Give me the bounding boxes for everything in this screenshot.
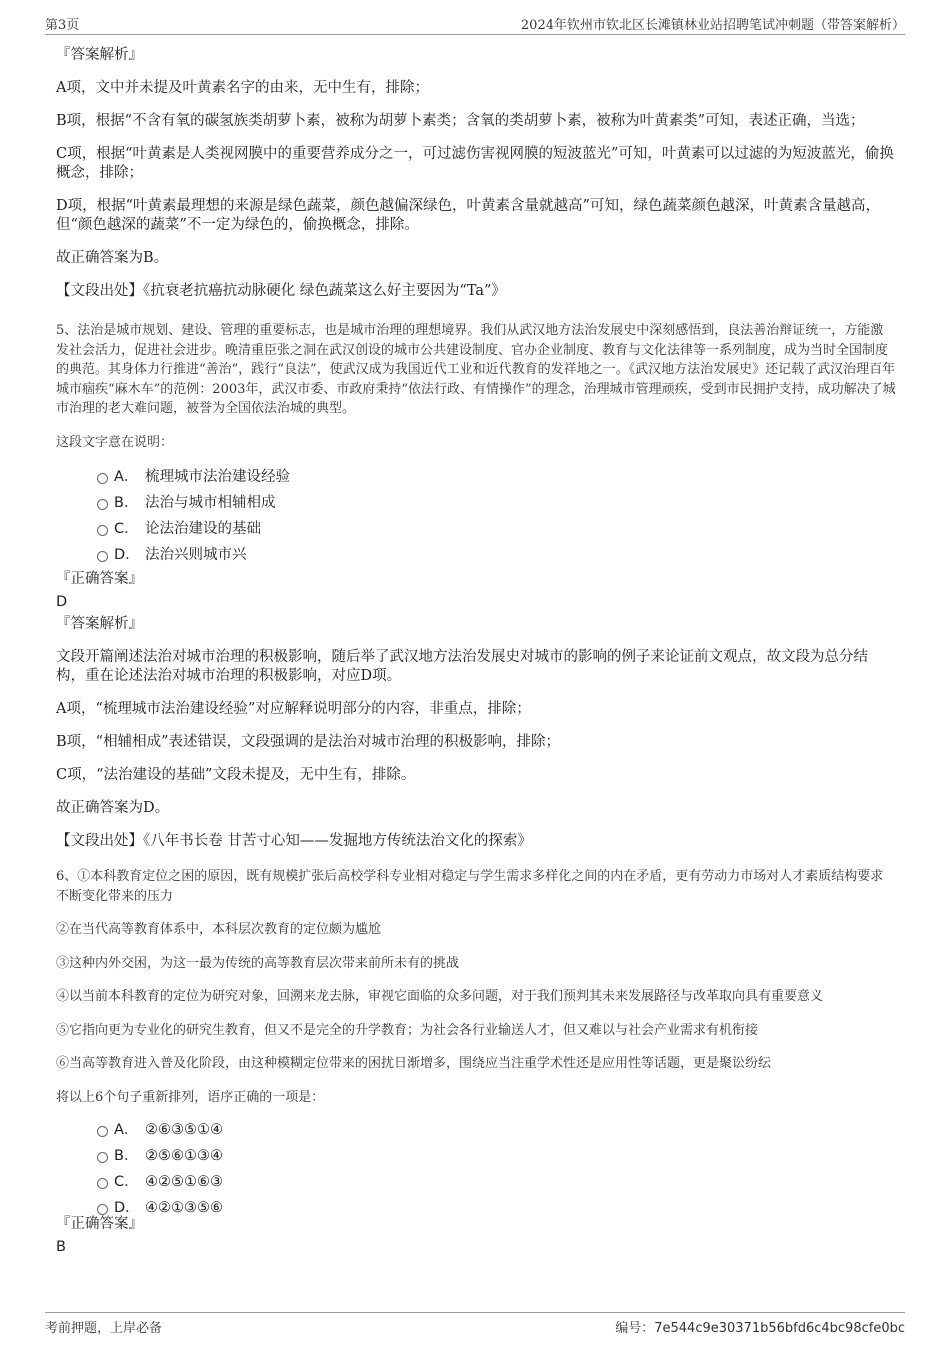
question-6-options	[56, 1117, 896, 1221]
option-text: 法治与城市相辅相成	[145, 495, 276, 511]
serial-label: 编号：	[615, 1321, 655, 1336]
document-serial	[615, 1317, 905, 1336]
option-text: 梳理城市法治建设经验	[145, 469, 290, 485]
analysis-paragraph: C项，根据“叶黄素是人类视网膜中的重要营养成分之一，可过滤伤害视网膜的短波蓝光”可知，叶黄素可以过滤的为短波蓝光，偷换概念，排除；	[56, 146, 894, 181]
option-letter: D．	[114, 547, 140, 563]
source-citation: 【文段出处】《八年书长卷 甘苦寸心知——发掘地方传统法治文化的探索》	[56, 833, 532, 849]
option-text: ④②①③⑤⑥	[145, 1200, 223, 1216]
option-b[interactable]	[56, 490, 896, 516]
footer-slogan: 考前押题，上岸必备	[45, 1321, 163, 1336]
option-b[interactable]	[56, 1143, 896, 1169]
option-letter: D．	[114, 1200, 140, 1216]
answer-label: 『正确答案』	[56, 1216, 143, 1232]
radio-button-icon[interactable]	[97, 499, 108, 510]
serial-number: 7e544c9e30371b56bfd6c4bc98cfe0bc	[654, 1321, 905, 1336]
question-5-prompt: 这段文字意在说明：	[56, 434, 174, 450]
option-text: ②⑤⑥①③④	[145, 1148, 223, 1164]
correct-answer: B	[56, 1239, 66, 1255]
question-5-options	[56, 464, 896, 568]
source-citation: 【文段出处】《抗衰老抗癌抗动脉硬化 绿色蔬菜这么好主要因为“Ta”》	[56, 283, 506, 299]
option-text: 法治兴则城市兴	[145, 547, 247, 563]
option-d[interactable]	[56, 1195, 896, 1221]
analysis-paragraph: 文段开篇阐述法治对城市治理的积极影响，随后举了武汉地方法治发展史对城市的影响的例子来论证前文观点，故文段为总分结构，重在论述法治对城市治理的积极影响，对应D项。	[56, 649, 868, 684]
question-5-stem: 5、法治是城市规划、建设、管理的重要标志，也是城市治理的理想境界。我们从武汉地方法治发展史中深刻感悟到，良法善治辩证统一，方能激发社会活力，促进社会进步。晚清重臣张之洞在武汉创设的城市公共建设制度、官办企业制度、教育与文化法律等一系列制度，成为当时全国制度的典范。其身体力行推进“善治”，践行“良法”，使武汉成为我国近代工业和近代教育的发祥地之一。《武汉地方法治发展史》还记载了武汉治理百年城市痼疾“麻木车”的范例：2003年，武汉市委、市政府秉持“依法行政、有情操作”的理念，治理城市管理顽疾，受到市民拥护支持，成功解决了城市治理的老大难问题，被誉为全国依法治城的典型。	[56, 323, 896, 416]
option-letter: A．	[114, 1122, 139, 1138]
option-letter: B．	[114, 495, 139, 511]
analysis-paragraph: B项，根据“不含有氧的碳氢族类胡萝卜素，被称为胡萝卜素类；含氧的类胡萝卜素，被称为叶黄素类”可知，表述正确，当选；	[56, 113, 865, 129]
option-letter: C．	[114, 1174, 139, 1190]
question-6-sentence: ②在当代高等教育体系中，本科层次教育的定位颇为尴尬	[56, 922, 382, 937]
analysis-paragraph: A项，“梳理城市法治建设经验”对应解释说明部分的内容，非重点，排除；	[56, 701, 531, 717]
option-a[interactable]	[56, 464, 896, 490]
option-text: ④②⑤①⑥③	[145, 1174, 223, 1190]
q5-answer-section	[56, 570, 896, 851]
analysis-paragraph: A项，文中并未提及叶黄素名字的由来，无中生有，排除；	[56, 80, 429, 96]
question-6-sentence: ④以当前本科教育的定位为研究对象，回溯来龙去脉，审视它面临的众多问题，对于我们预判其未来发展路径与改革取向具有重要意义	[56, 989, 824, 1004]
question-6-sentence: ⑥当高等教育进入普及化阶段，由这种模糊定位带来的困扰日渐增多，围绕应当注重学术性还是应用性等话题，更是聚讼纷纭	[56, 1056, 772, 1071]
page-footer	[45, 1312, 905, 1341]
analysis-paragraph: D项，根据“叶黄素最理想的来源是绿色蔬菜，颜色越偏深绿色，叶黄素含量就越高”可知，绿色蔬菜颜色越深，叶黄素含量越高，但“颜色越深的蔬菜”不一定为绿色的，偷换概念，排除。	[56, 198, 880, 233]
page-number: 第3页	[45, 18, 80, 33]
radio-button-icon[interactable]	[97, 1178, 108, 1189]
radio-button-icon[interactable]	[97, 525, 108, 536]
q4-analysis-section	[56, 46, 896, 301]
question-6-sentence: 6、①本科教育定位之困的原因，既有规模扩张后高校学科专业相对稳定与学生需求多样化之间的内在矛盾，更有劳动力市场对人才素质结构要求不断变化带来的压力	[56, 869, 884, 904]
option-a[interactable]	[56, 1117, 896, 1143]
option-letter: B．	[114, 1148, 139, 1164]
option-c[interactable]	[56, 1169, 896, 1195]
option-text: ②⑥③⑤①④	[145, 1122, 223, 1138]
radio-button-icon[interactable]	[97, 1126, 108, 1137]
radio-button-icon[interactable]	[97, 473, 108, 484]
option-letter: C．	[114, 521, 139, 537]
question-6-sentence: ③这种内外交困，为这一最为传统的高等教育层次带来前所未有的挑战	[56, 955, 460, 971]
option-text: 论法治建设的基础	[145, 521, 261, 537]
radio-button-icon[interactable]	[97, 551, 108, 562]
question-6-sentence: ⑤它指向更为专业化的研究生教育，但又不是完全的升学教育；为社会各行业输送人才，但又难以与社会产业需求有机衔接	[56, 1022, 759, 1038]
option-letter: A．	[114, 469, 139, 485]
answer-label: 『正确答案』	[56, 571, 143, 587]
page-header	[45, 10, 905, 35]
radio-button-icon[interactable]	[97, 1152, 108, 1163]
option-c[interactable]	[56, 516, 896, 542]
analysis-label: 『答案解析』	[56, 616, 143, 632]
q6-answer-section	[56, 1215, 896, 1257]
analysis-paragraph: C项，“法治建设的基础”文段未提及，无中生有，排除。	[56, 767, 416, 783]
document-title: 2024年钦州市钦北区长滩镇林业站招聘笔试冲刺题（带答案解析）	[520, 18, 905, 33]
radio-button-icon[interactable]	[97, 1204, 108, 1215]
correct-answer: D	[56, 594, 68, 610]
analysis-conclusion: 故正确答案为B。	[56, 250, 169, 266]
analysis-paragraph: B项，“相辅相成”表述错误，文段强调的是法治对城市治理的积极影响，排除；	[56, 734, 560, 750]
analysis-label: 『答案解析』	[56, 47, 143, 63]
page-content	[56, 38, 896, 1257]
question-6-prompt: 将以上6个句子重新排列，语序正确的一项是：	[56, 1089, 325, 1105]
option-d[interactable]	[56, 542, 896, 568]
analysis-conclusion: 故正确答案为D。	[56, 800, 170, 816]
